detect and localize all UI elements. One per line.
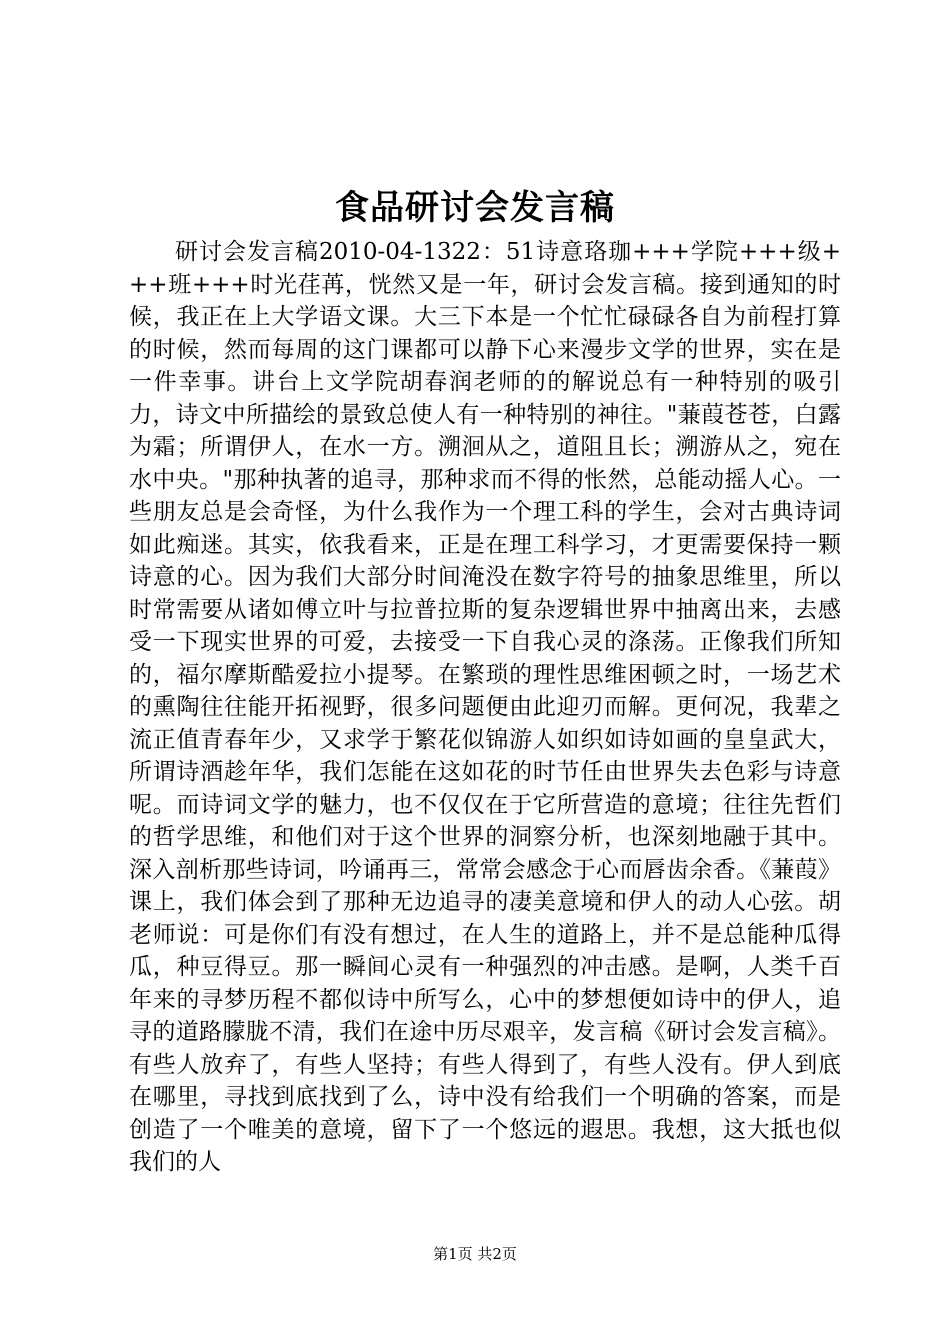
document-body-paragraph: 研讨会发言稿2010-04-1322：51诗意珞珈+++学院+++级+++班+++时光荏苒，恍然又是一年，研讨会发言稿。接到通知的时候，我正在上大学语文课。大三下本是一个忙忙碌碌各自为前程打算的时候，然而每周的这门课都可以静下心来漫步文学的世界，实在是一件幸事。讲台上文学院胡春润老师的的解说总有一种特别的吸引力，诗文中所描绘的景致总使人有一种特别的神往。"蒹葭苍苍，白露为霜；所谓伊人，在水一方。溯洄从之，道阻且长；溯游从之，宛在水中央。"那种执著的追寻，那种求而不得的怅然，总能动摇人心。一些朋友总是会奇怪，为什么我作为一个理工科的学生，会对古典诗词如此痴迷。其实，依我看来，正是在理工科学习，才更需要保持一颗诗意的心。因为我们大部分时间淹没在数字符号的抽象思维里，所以时常需要从诸如傅立叶与拉普拉斯的复杂逻辑世界中抽离出来，去感受一下现实世界的可爱，去接受一下自我心灵的涤荡。正像我们所知的，福尔摩斯酷爱拉小提琴。在繁琐的理性思维困顿之时，一场艺术的熏陶往往能开拓视野，很多问题便由此迎刃而解。更何况，我辈之流正值青春年少，又求学于繁花似锦游人如织如诗如画的皇皇武大，所谓诗酒趁年华，我们怎能在这如花的时节任由世界失去色彩与诗意呢。而诗词文学的魅力，也不仅仅在于它所营造的意境；往往先哲们的哲学思维，和他们对于这个世界的洞察分析，也深刻地融于其中。深入剖析那些诗词，吟诵再三，常常会感念于心而唇齿余香。《蒹葭》课上，我们体会到了那种无边追寻的凄美意境和伊人的动人心弦。胡老师说：可是你们有没有想过，在人生的道路上，并不是总能种瓜得瓜，种豆得豆。那一瞬间心灵有一种强烈的冲击感。是啊，人类千百年来的寻梦历程不都似诗中所写么，心中的梦想便如诗中的伊人，追寻的道路朦胧不清，我们在途中历尽艰辛，发言稿《研讨会发言稿》。有些人放弃了，有些人坚持；有些人得到了，有些人没有。伊人到底在哪里，寻找到底找到了么，诗中没有给我们一个明确的答案，而是创造了一个唯美的意境，留下了一个悠远的遐思。我想，这大抵也似我们的人: [129, 239, 841, 1175]
page-number-footer: 第1页 共2页: [433, 1245, 517, 1263]
document-title: 食品研讨会发言稿: [335, 188, 615, 228]
